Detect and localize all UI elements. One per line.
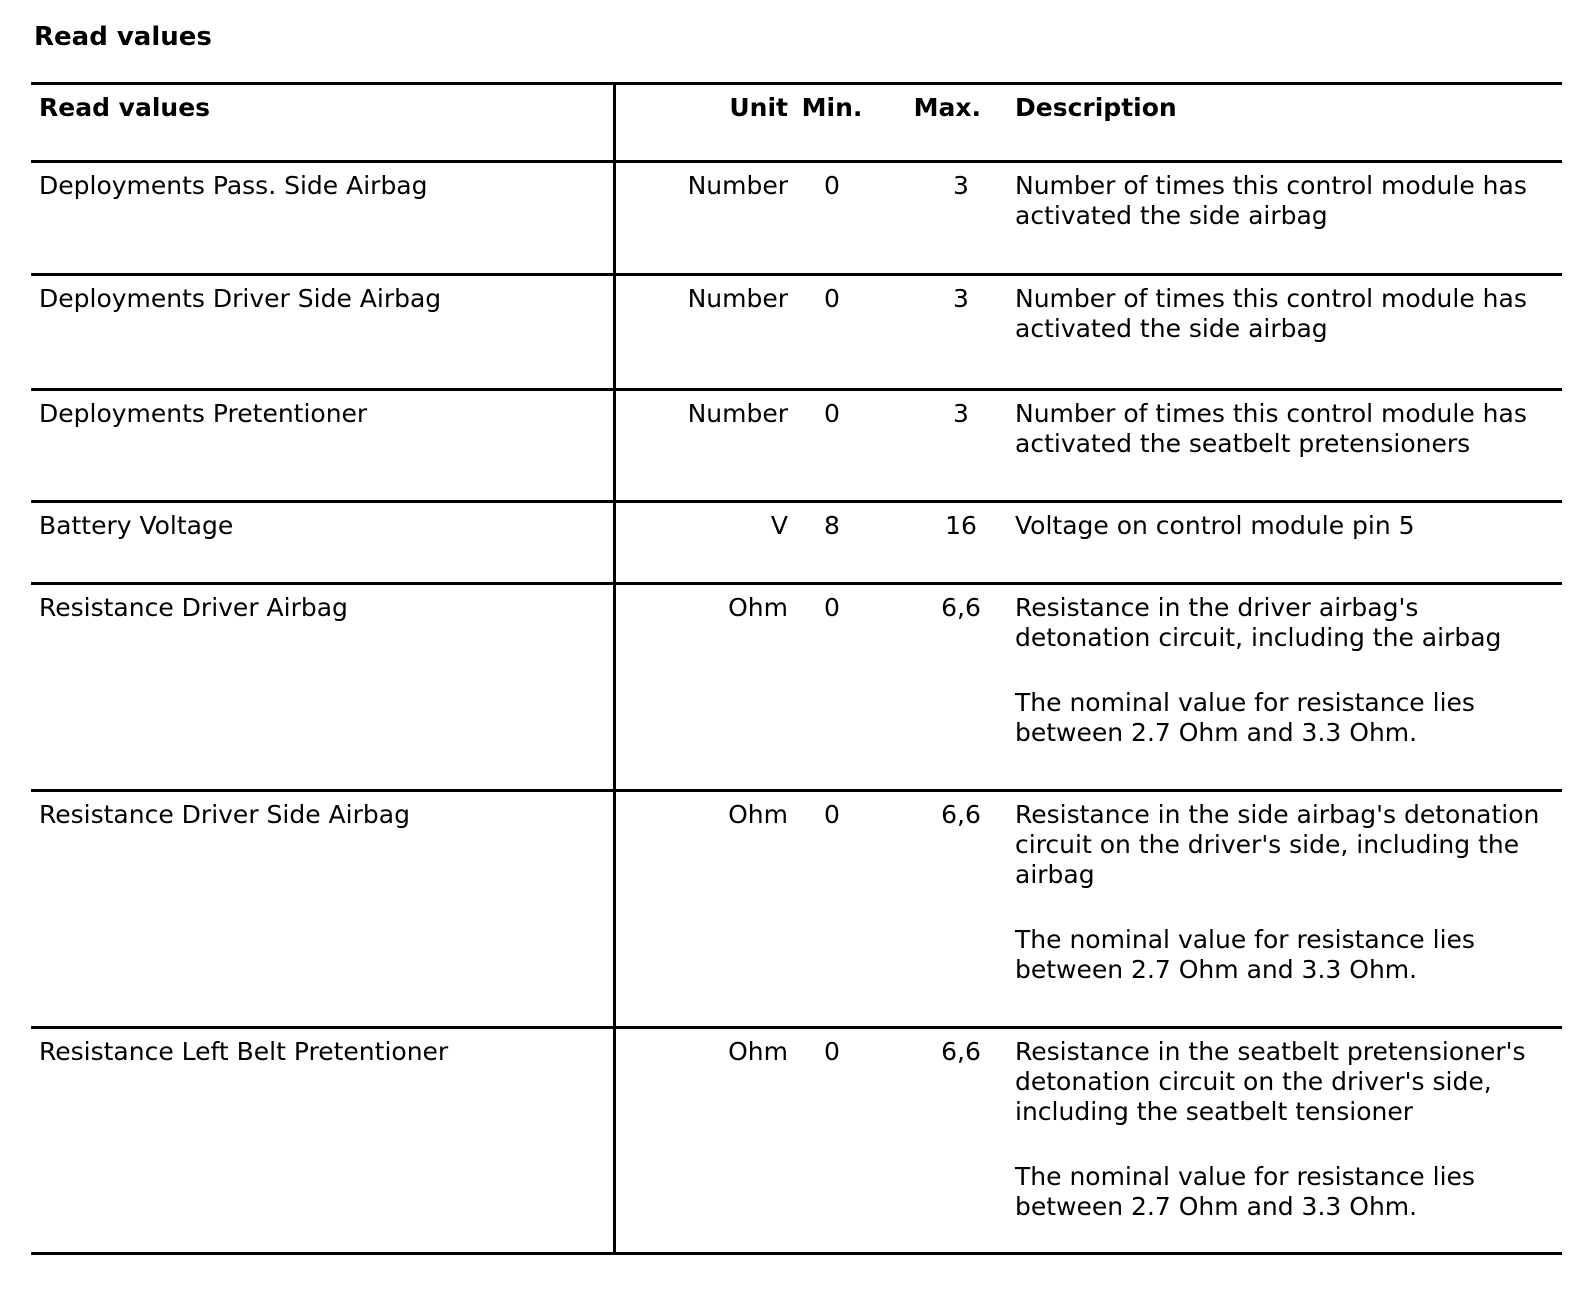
row-max [876, 1028, 981, 1254]
row-min: 0 [824, 284, 840, 313]
header-max-label: Max. [913, 93, 981, 122]
description-paragraph: Number of times this control module has activated the side airbag [1015, 284, 1527, 343]
row-unit: Number [687, 399, 788, 428]
header-min: Min. [801, 93, 863, 122]
row-description [981, 1028, 1562, 1254]
row-unit: V [770, 511, 788, 540]
row-max-value: 6,6 [941, 1037, 981, 1066]
row-max [876, 390, 981, 502]
row-description [981, 275, 1562, 390]
header-description: Description [1015, 93, 1177, 122]
row-name: Resistance Left Belt Pretentioner [31, 1028, 614, 1254]
row-min: 0 [824, 800, 840, 829]
row-max-value: 16 [945, 511, 977, 540]
description-paragraph: The nominal value for resistance lies between 2.7 Ohm and 3.3 Ohm. [1015, 1162, 1475, 1221]
description-paragraph: Resistance in the seatbelt pretensioner's detonation circuit on the driver's side, including the seatbelt tensioner [1015, 1037, 1526, 1126]
row-name: Deployments Driver Side Airbag [31, 275, 614, 390]
row-unit: Ohm [728, 1037, 788, 1066]
description-paragraph: The nominal value for resistance lies between 2.7 Ohm and 3.3 Ohm. [1015, 925, 1475, 984]
row-max-value: 6,6 [941, 800, 981, 829]
row-max-value: 3 [953, 399, 969, 428]
row-unit: Ohm [728, 593, 788, 622]
row-min: 0 [824, 399, 840, 428]
header-max [876, 84, 981, 162]
table-body [31, 162, 1562, 1254]
table-row [31, 584, 1562, 791]
row-name: Resistance Driver Side Airbag [31, 791, 614, 1028]
description-paragraph: Resistance in the driver airbag's detonation circuit, including the airbag [1015, 593, 1502, 652]
row-description [981, 502, 1562, 584]
row-description [981, 791, 1562, 1028]
row-max [876, 791, 981, 1028]
row-unit: Number [687, 284, 788, 313]
row-max-value: 3 [953, 171, 969, 200]
row-description [981, 162, 1562, 275]
row-unit: Ohm [728, 800, 788, 829]
description-paragraph: Voltage on control module pin 5 [1015, 511, 1415, 540]
row-min: 8 [824, 511, 840, 540]
row-name: Resistance Driver Airbag [31, 584, 614, 791]
description-paragraph: Number of times this control module has activated the seatbelt pretensioners [1015, 399, 1527, 458]
row-name: Battery Voltage [31, 502, 614, 584]
row-name: Deployments Pretentioner [31, 390, 614, 502]
page-title: Read values [34, 22, 212, 52]
row-min: 0 [824, 593, 840, 622]
header-read-values: Read values [31, 84, 614, 162]
description-paragraph: The nominal value for resistance lies between 2.7 Ohm and 3.3 Ohm. [1015, 688, 1475, 747]
table-row [31, 1028, 1562, 1254]
row-unit: Number [687, 171, 788, 200]
row-max-value: 3 [953, 284, 969, 313]
row-min: 0 [824, 171, 840, 200]
row-max [876, 502, 981, 584]
header-unit: Unit [729, 93, 788, 122]
row-max [876, 584, 981, 791]
table-row [31, 162, 1562, 275]
table-row [31, 502, 1562, 584]
row-min: 0 [824, 1037, 840, 1066]
row-description [981, 390, 1562, 502]
description-paragraph: Resistance in the side airbag's detonation circuit on the driver's side, including the airbag [1015, 800, 1540, 889]
table-row [31, 275, 1562, 390]
read-values-table [31, 82, 1562, 1255]
header-row [31, 84, 1562, 162]
description-paragraph: Number of times this control module has activated the side airbag [1015, 171, 1527, 230]
row-name: Deployments Pass. Side Airbag [31, 162, 614, 275]
row-max [876, 275, 981, 390]
table-row [31, 390, 1562, 502]
row-max [876, 162, 981, 275]
row-description [981, 584, 1562, 791]
table-header [31, 84, 1562, 162]
row-max-value: 6,6 [941, 593, 981, 622]
table-row [31, 791, 1562, 1028]
